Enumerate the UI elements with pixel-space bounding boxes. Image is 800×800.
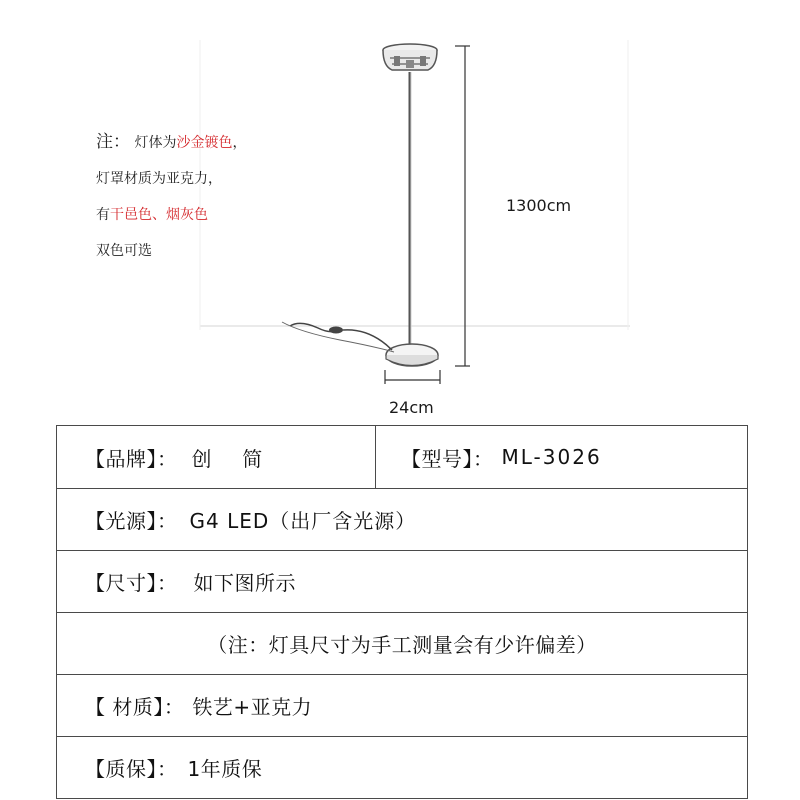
size-note: （注：灯具尺寸为手工测量会有少许偏差） [207, 633, 597, 657]
note-head: 注： [96, 132, 130, 152]
model-cell [401, 426, 602, 488]
material-value: 铁艺+亚克力 [192, 695, 313, 719]
note-line-3 [96, 197, 246, 233]
spec-row-light-source [57, 488, 747, 550]
spec-row-warranty [57, 736, 747, 798]
brand-value: 创 简 [191, 446, 269, 471]
model-value: ML-3026 [501, 445, 602, 469]
width-dimension-label: 24cm [389, 398, 434, 417]
height-dimension-label: 1300cm [506, 196, 572, 215]
note-line-1 [96, 124, 246, 161]
light-source-value: G4 LED（出厂含光源） [189, 509, 417, 533]
note-body-suffix: ， [232, 135, 247, 151]
row-divider [375, 426, 376, 488]
light-source-label: 【光源】： [85, 509, 178, 533]
lamp-pole [410, 72, 411, 346]
color-note [96, 124, 246, 269]
spec-row-brand-model [57, 426, 747, 488]
lamp-shade [383, 44, 437, 70]
note-body-color: 沙金镀色 [176, 135, 233, 151]
brand-label: 【品牌】： [85, 446, 178, 471]
note-line-2: 灯罩材质为亚克力， [96, 171, 222, 187]
lamp-base [386, 344, 438, 366]
spec-row-material [57, 674, 747, 736]
brand-cell [85, 426, 268, 488]
note-options-colors: 干邑色、烟灰色 [110, 207, 208, 223]
height-dimension-line [455, 46, 470, 366]
note-line-4: 双色可选 [96, 243, 152, 259]
note-body-prefix: 灯体为 [134, 135, 177, 151]
spec-row-size-note [57, 612, 747, 674]
spec-row-size [57, 550, 747, 612]
size-value: 如下图所示 [193, 571, 296, 595]
model-label: 【型号】： [401, 446, 494, 471]
spec-table [56, 425, 748, 799]
warranty-cell [85, 737, 262, 798]
size-label: 【尺寸】： [85, 571, 178, 595]
material-cell [85, 675, 312, 736]
note-options-prefix: 有 [96, 207, 110, 223]
material-label: 【 材质】： [85, 695, 185, 719]
light-source-cell [85, 489, 416, 550]
warranty-label: 【质保】： [85, 757, 178, 781]
width-dimension-line [385, 370, 440, 384]
size-cell [85, 551, 296, 612]
warranty-value: 1年质保 [187, 757, 263, 781]
